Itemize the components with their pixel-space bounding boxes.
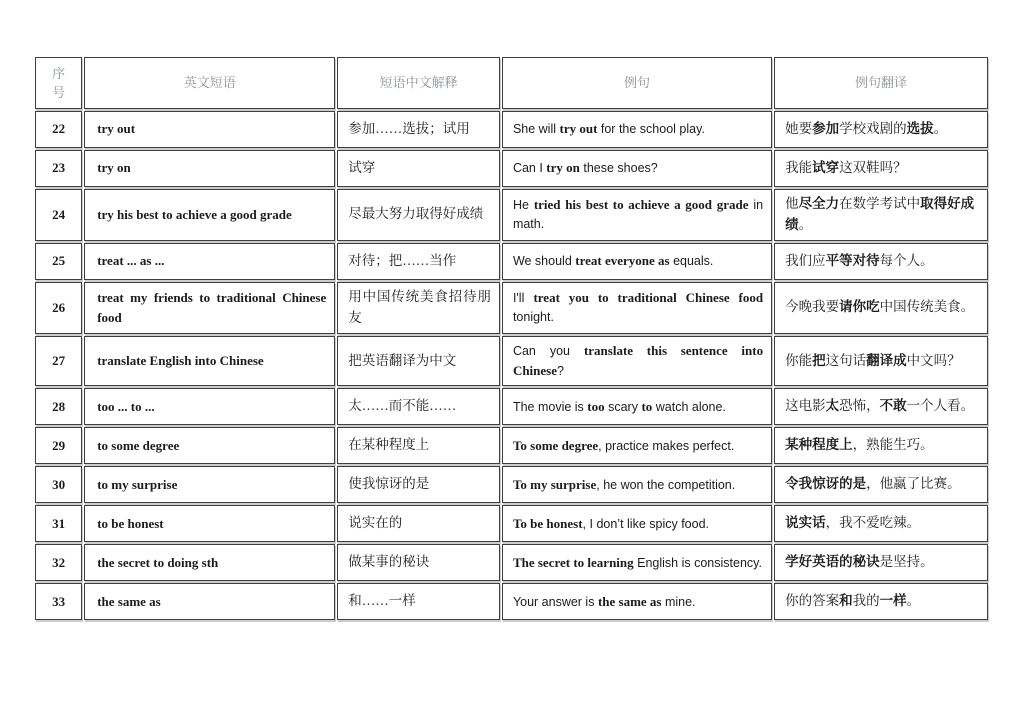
table-row bbox=[35, 505, 988, 542]
table-row bbox=[35, 427, 988, 464]
example-sentence-cell: To my surprise, he won the competition. bbox=[502, 466, 772, 503]
table-row bbox=[35, 189, 988, 241]
english-phrase-cell: translate English into Chinese bbox=[84, 336, 335, 387]
row-number-cell: 30 bbox=[35, 466, 82, 503]
row-number-cell: 22 bbox=[35, 111, 82, 148]
example-sentence-cell: We should treat everyone as equals. bbox=[502, 243, 772, 280]
english-phrase-cell: to be honest bbox=[84, 505, 335, 542]
example-translation-cell: 她要参加学校戏剧的选拔。 bbox=[774, 111, 988, 148]
column-header: 短语中文解释 bbox=[337, 57, 500, 109]
example-translation-cell: 他尽全力在数学考试中取得好成绩。 bbox=[774, 189, 988, 241]
table-body bbox=[35, 111, 988, 620]
row-number-cell: 33 bbox=[35, 583, 82, 620]
row-number-cell: 29 bbox=[35, 427, 82, 464]
english-phrase-cell: try out bbox=[84, 111, 335, 148]
chinese-meaning-cell: 太……而不能…… bbox=[337, 388, 500, 425]
english-phrase-cell: treat my friends to traditional Chinese food bbox=[84, 282, 335, 334]
table-row bbox=[35, 388, 988, 425]
english-phrase-cell: treat ... as ... bbox=[84, 243, 335, 280]
example-sentence-cell: To some degree, practice makes perfect. bbox=[502, 427, 772, 464]
table-header-row bbox=[35, 57, 988, 109]
example-sentence-cell: The movie is too scary to watch alone. bbox=[502, 388, 772, 425]
table-row bbox=[35, 282, 988, 334]
example-translation-cell: 你能把这句话翻译成中文吗？ bbox=[774, 336, 988, 387]
row-number-cell: 31 bbox=[35, 505, 82, 542]
chinese-meaning-cell: 参加……选拔；试用 bbox=[337, 111, 500, 148]
column-header: 例句 bbox=[502, 57, 772, 109]
example-sentence-cell: He tried his best to achieve a good grade in math. bbox=[502, 189, 772, 241]
example-translation-cell: 我们应平等对待每个人。 bbox=[774, 243, 988, 280]
example-translation-cell: 今晚我要请你吃中国传统美食。 bbox=[774, 282, 988, 334]
row-number-cell: 27 bbox=[35, 336, 82, 387]
english-phrase-cell: to my surprise bbox=[84, 466, 335, 503]
row-number-cell: 25 bbox=[35, 243, 82, 280]
example-sentence-cell: Your answer is the same as mine. bbox=[502, 583, 772, 620]
row-number-cell: 28 bbox=[35, 388, 82, 425]
table-row bbox=[35, 466, 988, 503]
table-row bbox=[35, 583, 988, 620]
chinese-meaning-cell: 使我惊讶的是 bbox=[337, 466, 500, 503]
chinese-meaning-cell: 和……一样 bbox=[337, 583, 500, 620]
example-translation-cell: 某种程度上，熟能生巧。 bbox=[774, 427, 988, 464]
chinese-meaning-cell: 用中国传统美食招待朋友 bbox=[337, 282, 500, 334]
chinese-meaning-cell: 做某事的秘诀 bbox=[337, 544, 500, 581]
table-row bbox=[35, 111, 988, 148]
example-sentence-cell: The secret to learning English is consistency. bbox=[502, 544, 772, 581]
example-sentence-cell: Can you translate this sentence into Chinese? bbox=[502, 336, 772, 387]
document-page bbox=[33, 55, 990, 622]
example-translation-cell: 学好英语的秘诀是坚持。 bbox=[774, 544, 988, 581]
row-number-cell: 24 bbox=[35, 189, 82, 241]
column-header: 英文短语 bbox=[84, 57, 335, 109]
english-phrase-cell: too ... to ... bbox=[84, 388, 335, 425]
example-sentence-cell: I'll treat you to traditional Chinese food tonight. bbox=[502, 282, 772, 334]
column-header: 序号 bbox=[35, 57, 82, 109]
example-sentence-cell: Can I try on these shoes? bbox=[502, 150, 772, 187]
example-translation-cell: 我能试穿这双鞋吗？ bbox=[774, 150, 988, 187]
english-phrase-cell: the secret to doing sth bbox=[84, 544, 335, 581]
english-phrase-cell: to some degree bbox=[84, 427, 335, 464]
chinese-meaning-cell: 在某种程度上 bbox=[337, 427, 500, 464]
chinese-meaning-cell: 试穿 bbox=[337, 150, 500, 187]
chinese-meaning-cell: 说实在的 bbox=[337, 505, 500, 542]
example-sentence-cell: She will try out for the school play. bbox=[502, 111, 772, 148]
example-sentence-cell: To be honest, I don’t like spicy food. bbox=[502, 505, 772, 542]
english-phrase-cell: the same as bbox=[84, 583, 335, 620]
table-row bbox=[35, 336, 988, 387]
english-phrase-cell: try his best to achieve a good grade bbox=[84, 189, 335, 241]
chinese-meaning-cell: 尽最大努力取得好成绩 bbox=[337, 189, 500, 241]
row-number-cell: 26 bbox=[35, 282, 82, 334]
example-translation-cell: 令我惊讶的是，他赢了比赛。 bbox=[774, 466, 988, 503]
header-row bbox=[35, 57, 988, 109]
chinese-meaning-cell: 对待；把……当作 bbox=[337, 243, 500, 280]
row-number-cell: 32 bbox=[35, 544, 82, 581]
example-translation-cell: 你的答案和我的一样。 bbox=[774, 583, 988, 620]
table-row bbox=[35, 243, 988, 280]
row-number-cell: 23 bbox=[35, 150, 82, 187]
chinese-meaning-cell: 把英语翻译为中文 bbox=[337, 336, 500, 387]
phrase-table bbox=[33, 55, 990, 622]
english-phrase-cell: try on bbox=[84, 150, 335, 187]
example-translation-cell: 这电影太恐怖，不敢一个人看。 bbox=[774, 388, 988, 425]
column-header: 例句翻译 bbox=[774, 57, 988, 109]
table-row bbox=[35, 150, 988, 187]
table-row bbox=[35, 544, 988, 581]
example-translation-cell: 说实话，我不爱吃辣。 bbox=[774, 505, 988, 542]
